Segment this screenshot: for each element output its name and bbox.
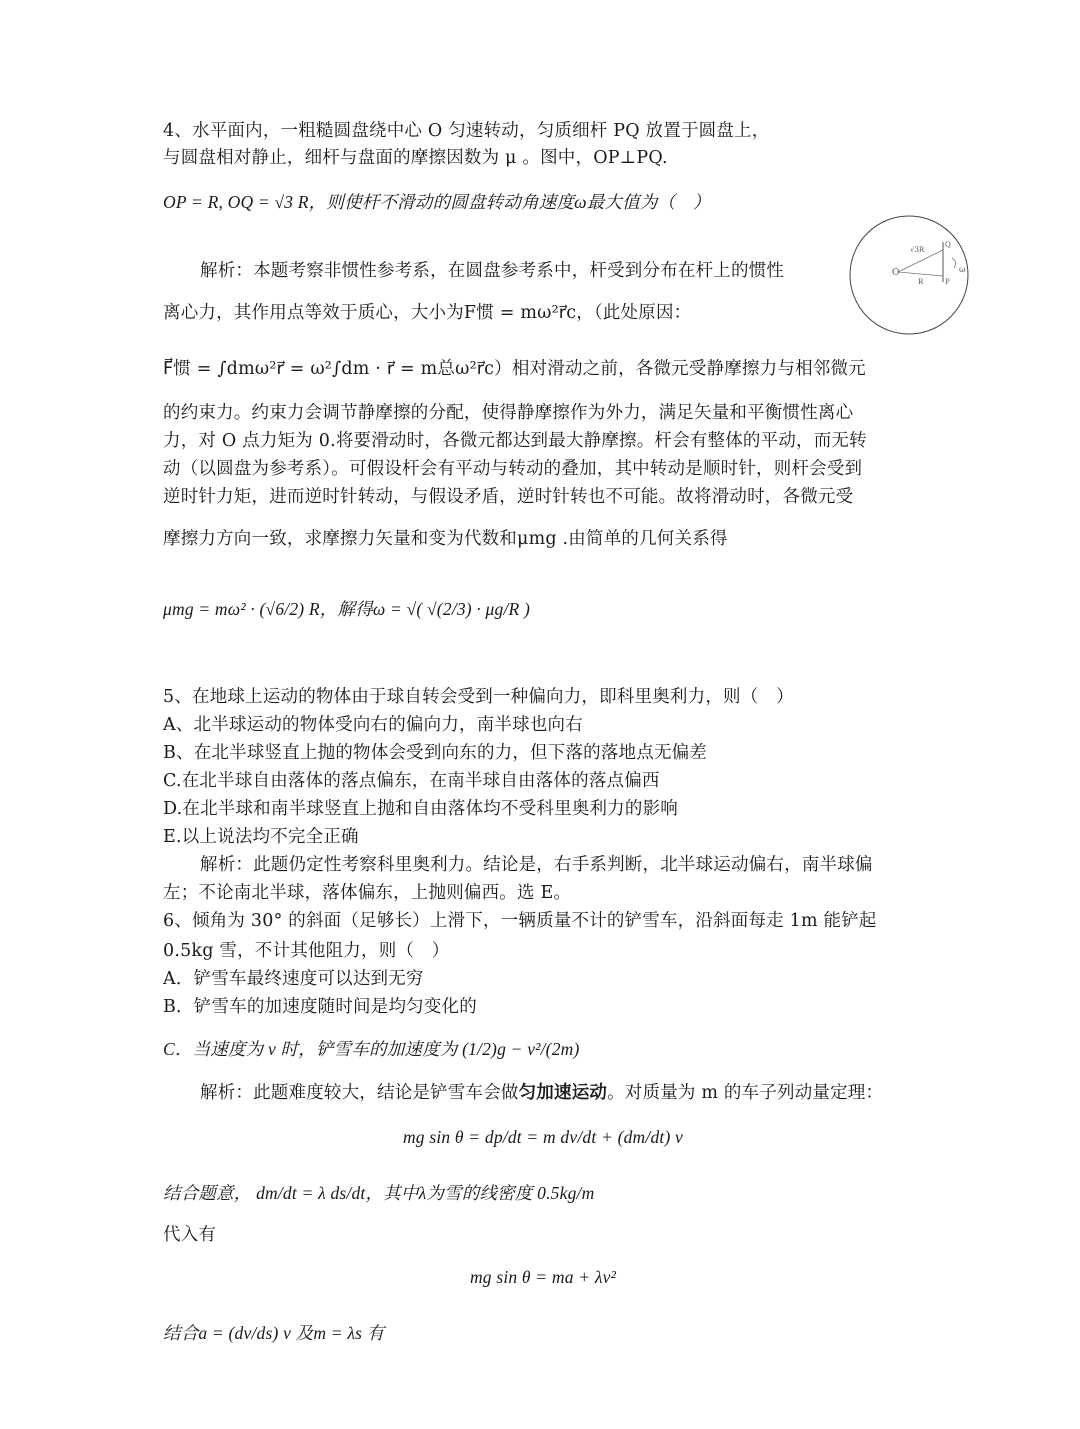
problem4-analysis3: F⃗惯 = ∫dmω²r⃗ = ω²∫dm · r⃗ = m总ω²r⃗c）相对滑动之前，各微元受静摩擦力与相邻微元 [163, 359, 866, 379]
disc-circle [850, 216, 968, 334]
fig-label-q: Q [945, 241, 951, 249]
problem6-equation2: mg sin θ = ma + λv² [469, 1267, 617, 1287]
problem6-option-c: C．当速度为 v 时，铲雪车的加速度为 (1/2)g − v²/(2m) [163, 1039, 580, 1059]
problem4-line2: 与圆盘相对静止，细杆与盘面的摩擦因数为 μ 。图中，OP⊥PQ. [163, 148, 668, 168]
problem4-analysis8: 摩擦力方向一致，求摩擦力矢量和变为代数和μmg .由简单的几何关系得 [163, 529, 728, 549]
problem6-option-a: A．铲雪车最终速度可以达到无穷 [163, 969, 424, 989]
problem6-combine2: 结合a = (dv/ds) v 及m = λs 有 [163, 1323, 385, 1343]
problem6-question1: 6、倾角为 30° 的斜面（足够长）上滑下，一辆质量不计的铲雪车，沿斜面每走 1m 能铲起 [163, 911, 877, 931]
problem5-option-e: E.以上说法均不完全正确 [163, 827, 359, 847]
problem5-option-b: B、在北半球竖直上抛的物体会受到向东的力，但下落的落地点无偏差 [163, 743, 708, 763]
fig-label-omega: ω [959, 265, 966, 274]
problem6-analysis1-part1: 解析：此题难度较大，结论是铲雪车会做 [200, 1083, 519, 1103]
problem5-analysis2: 左；不论南北半球，落体偏东，上抛则偏西。选 E。 [163, 883, 572, 903]
fig-label-p: P [945, 278, 950, 286]
problem6-analysis1-emphasis: 匀加速运动 [518, 1083, 608, 1103]
fig-label-r: R [918, 278, 924, 286]
problem4-analysis7: 逆时针力矩，进而逆时针转动，与假设矛盾，逆时针转也不可能。故将滑动时，各微元受 [163, 487, 854, 507]
problem4-analysis1: 解析：本题考察非惯性参考系，在圆盘参考系中，杆受到分布在杆上的惯性 [200, 261, 785, 281]
problem5-question: 5、在地球上运动的物体由于球自转会受到一种偏向力，即科里奥利力，则（ ） [163, 687, 794, 707]
problem6-equation1: mg sin θ = dp/dt = m dv/dt + (dm/dt) v [402, 1127, 684, 1147]
problem6-substitute: 代入有 [163, 1225, 217, 1245]
op-line [898, 272, 943, 276]
problem4-analysis2: 离心力，其作用点等效于质心，大小为F惯 = mω²r⃗c，（此处原因： [163, 303, 692, 323]
problem5-option-d: D.在北半球和南半球竖直上抛和自由落体均不受科里奥利力的影响 [163, 799, 678, 819]
fig-label-o: O [892, 268, 900, 278]
problem4-line3: OP = R, OQ = √3 R，则使杆不滑动的圆盘转动角速度ω最大值为（ ） [163, 192, 711, 212]
problem6-analysis1 [200, 1080, 920, 1106]
problem4-result-equation: μmg = mω² · (√6/2) R，解得ω = √( √(2/3) · μg/R ) [163, 599, 531, 619]
problem4-analysis6: 动（以圆盘为参考系）。可假设杆会有平动与转动的叠加，其中转动是顺时针，则杆会受到 [163, 459, 863, 479]
problem6-question2: 0.5kg 雪，不计其他阻力，则（ ） [163, 941, 450, 961]
problem4-line1: 4、水平面内，一粗糙圆盘绕中心 O 匀速转动，匀质细杆 PQ 放置于圆盘上， [163, 121, 770, 141]
problem5-option-a: A、北半球运动的物体受向右的偏向力，南半球也向右 [163, 715, 583, 735]
disc-figure [848, 214, 970, 336]
problem4-analysis4: 的约束力。约束力会调节静摩擦的分配，使得静摩擦作为外力，满足矢量和平衡惯性离心 [163, 403, 854, 423]
problem6-combine1: 结合题意， dm/dt = λ ds/dt，其中λ为雪的线密度 0.5kg/m [163, 1183, 595, 1203]
problem5-option-c: C.在北半球自由落体的落点偏东，在南半球自由落体的落点偏西 [163, 771, 660, 791]
problem6-option-b: B．铲雪车的加速度随时间是均匀变化的 [163, 997, 477, 1017]
fig-label-sqrt3r: √3R [910, 246, 925, 254]
problem6-analysis1-part3: 。对质量为 m 的车子列动量定理： [607, 1083, 884, 1103]
rotation-arrow [952, 258, 956, 268]
problem4-analysis5: 力，对 O 点力矩为 0.将要滑动时，各微元都达到最大静摩擦。杆会有整体的平动，而无转 [163, 431, 867, 451]
problem5-analysis1: 解析：此题仍定性考察科里奥利力。结论是，右手系判断，北半球运动偏右，南半球偏 [200, 855, 873, 875]
